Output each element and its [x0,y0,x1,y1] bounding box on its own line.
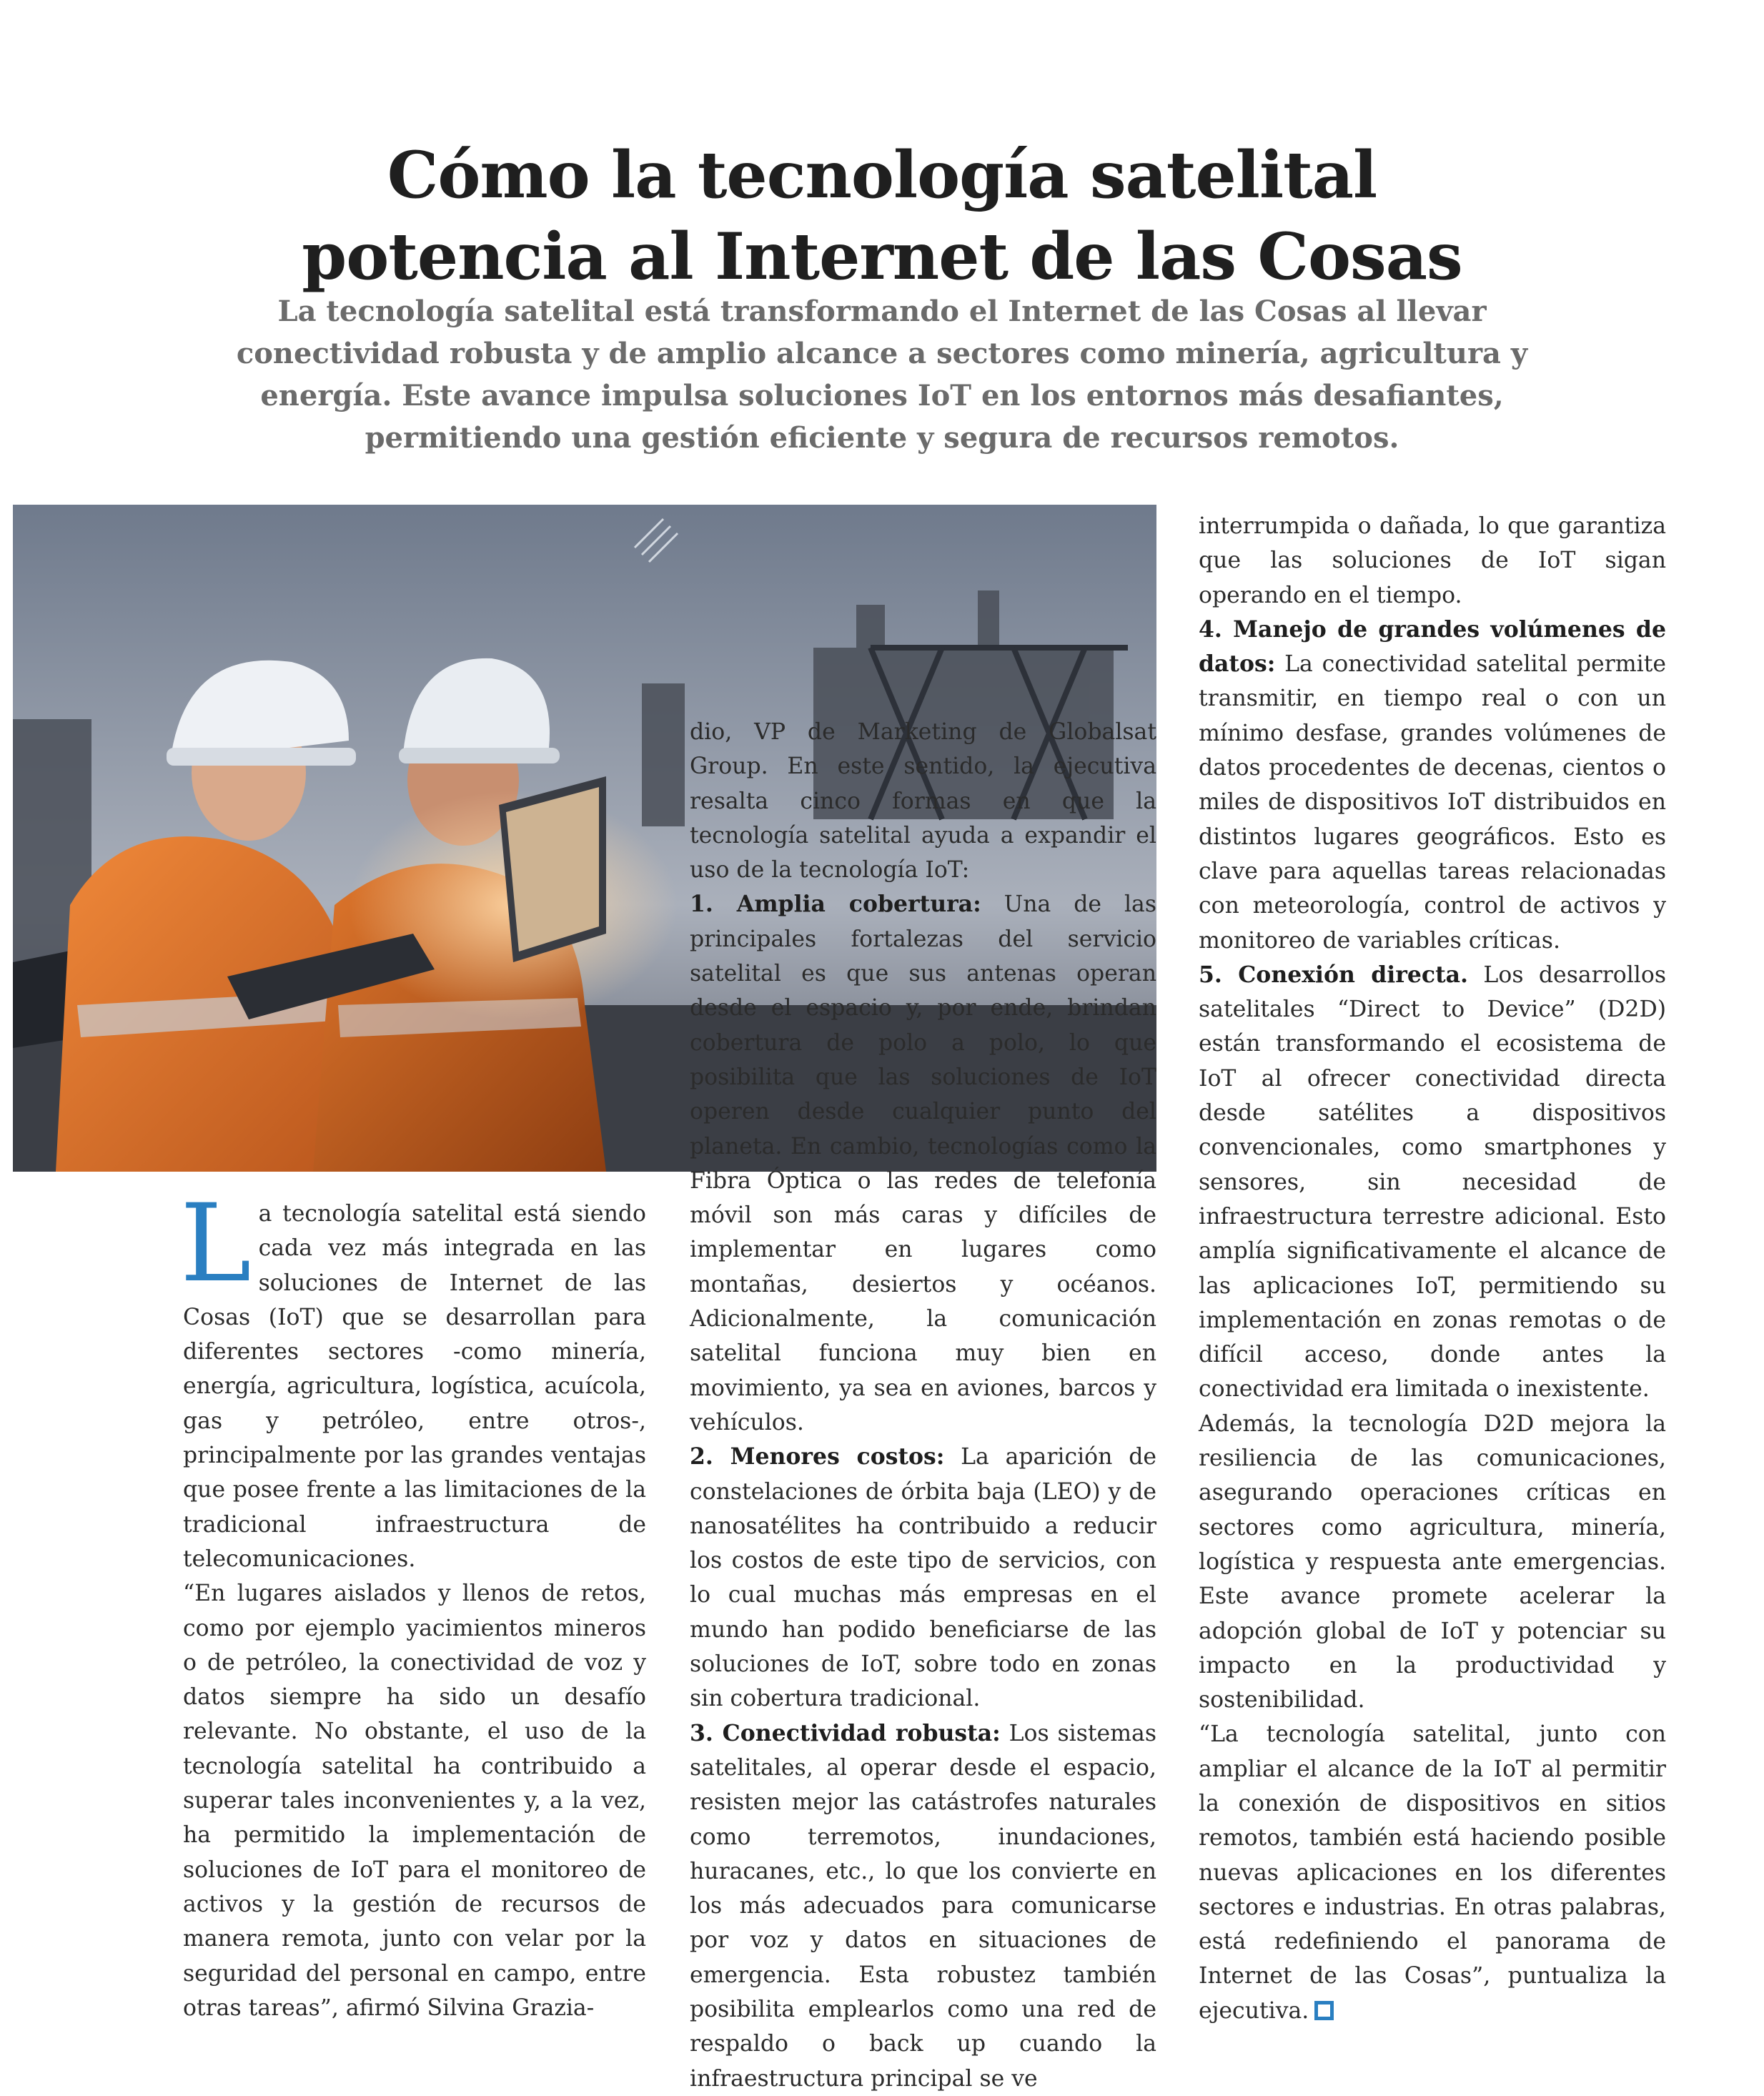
article-title [0,134,1764,297]
item-4-heading: 4. Manejo de grandes volúmenes de datos: [1199,616,1666,678]
title-line-1: Cómo la tecnología satelital [387,137,1377,214]
intro-paragraph [180,1182,646,1576]
closing-quote-text: “La tecnología satelital, junto con ampliar el alcance de la IoT al permitir la conexión de dispositivos en sitios remotos, también está haciendo posible nuevas aplicaciones en los diferentes sectores e industrias. En otras palabras, está redefiniendo el panorama de Internet de las Cosas”, puntualiza la ejecutiva. [1199,1721,1666,2024]
item-1 [690,887,1156,1440]
item-1-heading: 1. Amplia cobertura: [690,891,981,918]
item-3-heading: 3. Conectividad robusta: [690,1719,1001,1746]
item-2-heading: 2. Menores costos: [690,1443,945,1470]
end-of-article-icon [1314,2001,1334,2020]
item-5-text: Los desarrollos satelitales “Direct to Device” (D2D) están transformando el ecosistema de IoT al ofrecer conectividad directa desde satélites a dispositivos convencionales, como smartphones y sensores, sin necesidad de infraestructura terrestre adicional. Esto amplía significativamente el alcance de las aplicaciones IoT, permitiendo su implementación en zonas remotas o de difícil acceso, donde antes la conectividad era limitada o inexistente. [1199,962,1666,1403]
item-2 [690,1440,1156,1716]
quote-paragraph: “En lugares aislados y llenos de retos, como por ejemplo yacimientos mineros o de petróleo, la conectividad de voz y datos siempre ha sido un desafío relevante. No obstante, el uso de la tecnología satelital ha contribuido a superar tales inconvenientes y, a la vez, ha permitido la implementación de soluciones de IoT para el monitoreo de activos y la gestión de recursos de manera remota, junto con velar por la seguridad del personal en campo, entre otras tareas”, afirmó Silvina Grazia- [183,1581,646,2021]
item-3 [690,1716,1156,2096]
intro-text: a tecnología satelital está siendo cada vez más integrada en las soluciones de Internet de las Cosas (IoT) que se desarrollan para diferentes sectores -como minería, energía, agricultura, logística, acuícola, gas y petróleo, entre otros-, principalmente por las grandes ventajas que posee frente a las limitaciones de la tradicional infraestructura de telecomunicaciones. [183,1201,646,1572]
drop-cap: L [180,1182,252,1306]
ademas-paragraph: Además, la tecnología D2D mejora la resiliencia de las comunicaciones, asegurando operaciones críticas en sectores como agricultura, minería, logística y respuesta ante emergencias. Este avance promete acelerar la adopción global de IoT y potenciar su impacto en la productividad y sostenibilidad. [1199,1410,1666,1714]
item-1-text: Una de las principales fortalezas del servicio satelital es que sus antenas operan desde el espacio y, por ende, brindan cobertura de polo a polo, lo que posibilita que las soluciones de IoT operen desde cualquier punto del planeta. En cambio, tecnologías como la Fibra Óptica o las redes de telefonía móvil son más caras y difíciles de implementar en lugares como montañas, desiertos y océanos. Adicionalmente, la comunicación satelital funciona muy bien en movimiento, ya sea en aviones, barcos y vehículos. [690,891,1156,1435]
item-3-continued: interrumpida o dañada, lo que garantiza que las soluciones de IoT sigan operando en el tiempo. [1199,513,1666,608]
column-1 [180,1182,646,2025]
item-5-heading: 5. Conexión directa. [1199,961,1469,988]
article-lead: La tecnología satelital está transformando el Internet de las Cosas al llevar conectividad robusta y de amplio alcance a sectores como minería, agricultura y energía. Este avance impulsa soluciones IoT en los entornos más desafiantes, permitiendo una gestión eficiente y segura de recursos remotos. [236,295,1528,455]
item-5 [1199,958,1666,1407]
ways-intro-paragraph: dio, VP de Marketing de Globalsat Group. En este sentido, la ejecutiva resalta cinco formas en que la tecnología satelital ayuda a expandir el uso de la tecnología IoT: [690,719,1156,884]
item-4-text: La conectividad satelital permite transmitir, en tiempo real o con un mínimo desfase, grandes volúmenes de datos procedentes de decenas, cientos o miles de dispositivos IoT distribuidos en distintos lugares geográficos. Esto es clave para aquellas tareas relacionadas con meteorología, control de activos y monitoreo de variables críticas. [1199,651,1666,954]
column-2 [690,715,1156,2096]
title-line-2: potencia al Internet de las Cosas [302,219,1462,295]
column-3 [1199,509,1666,2028]
item-3-text: Los sistemas satelitales, al operar desde el espacio, resisten mejor las catástrofes naturales como terremotos, inundaciones, huracanes, etc., lo que los convierte en los más adecuados para comunicarse por voz y datos en situaciones de emergencia. Esta robustez también posibilita emplearlos como una red de respaldo o back up cuando la infraestructura principal se ve [690,1720,1156,2092]
closing-quote-paragraph [1199,1717,1666,2028]
item-2-text: La aparición de constelaciones de órbita baja (LEO) y de nanosatélites ha contribuido a reducir los costos de este tipo de servicios, con lo cual muchas más empresas en el mundo han podido beneficiarse de las soluciones de IoT, sobre todo en zonas sin cobertura tradicional. [690,1444,1157,1712]
item-4 [1199,613,1666,958]
